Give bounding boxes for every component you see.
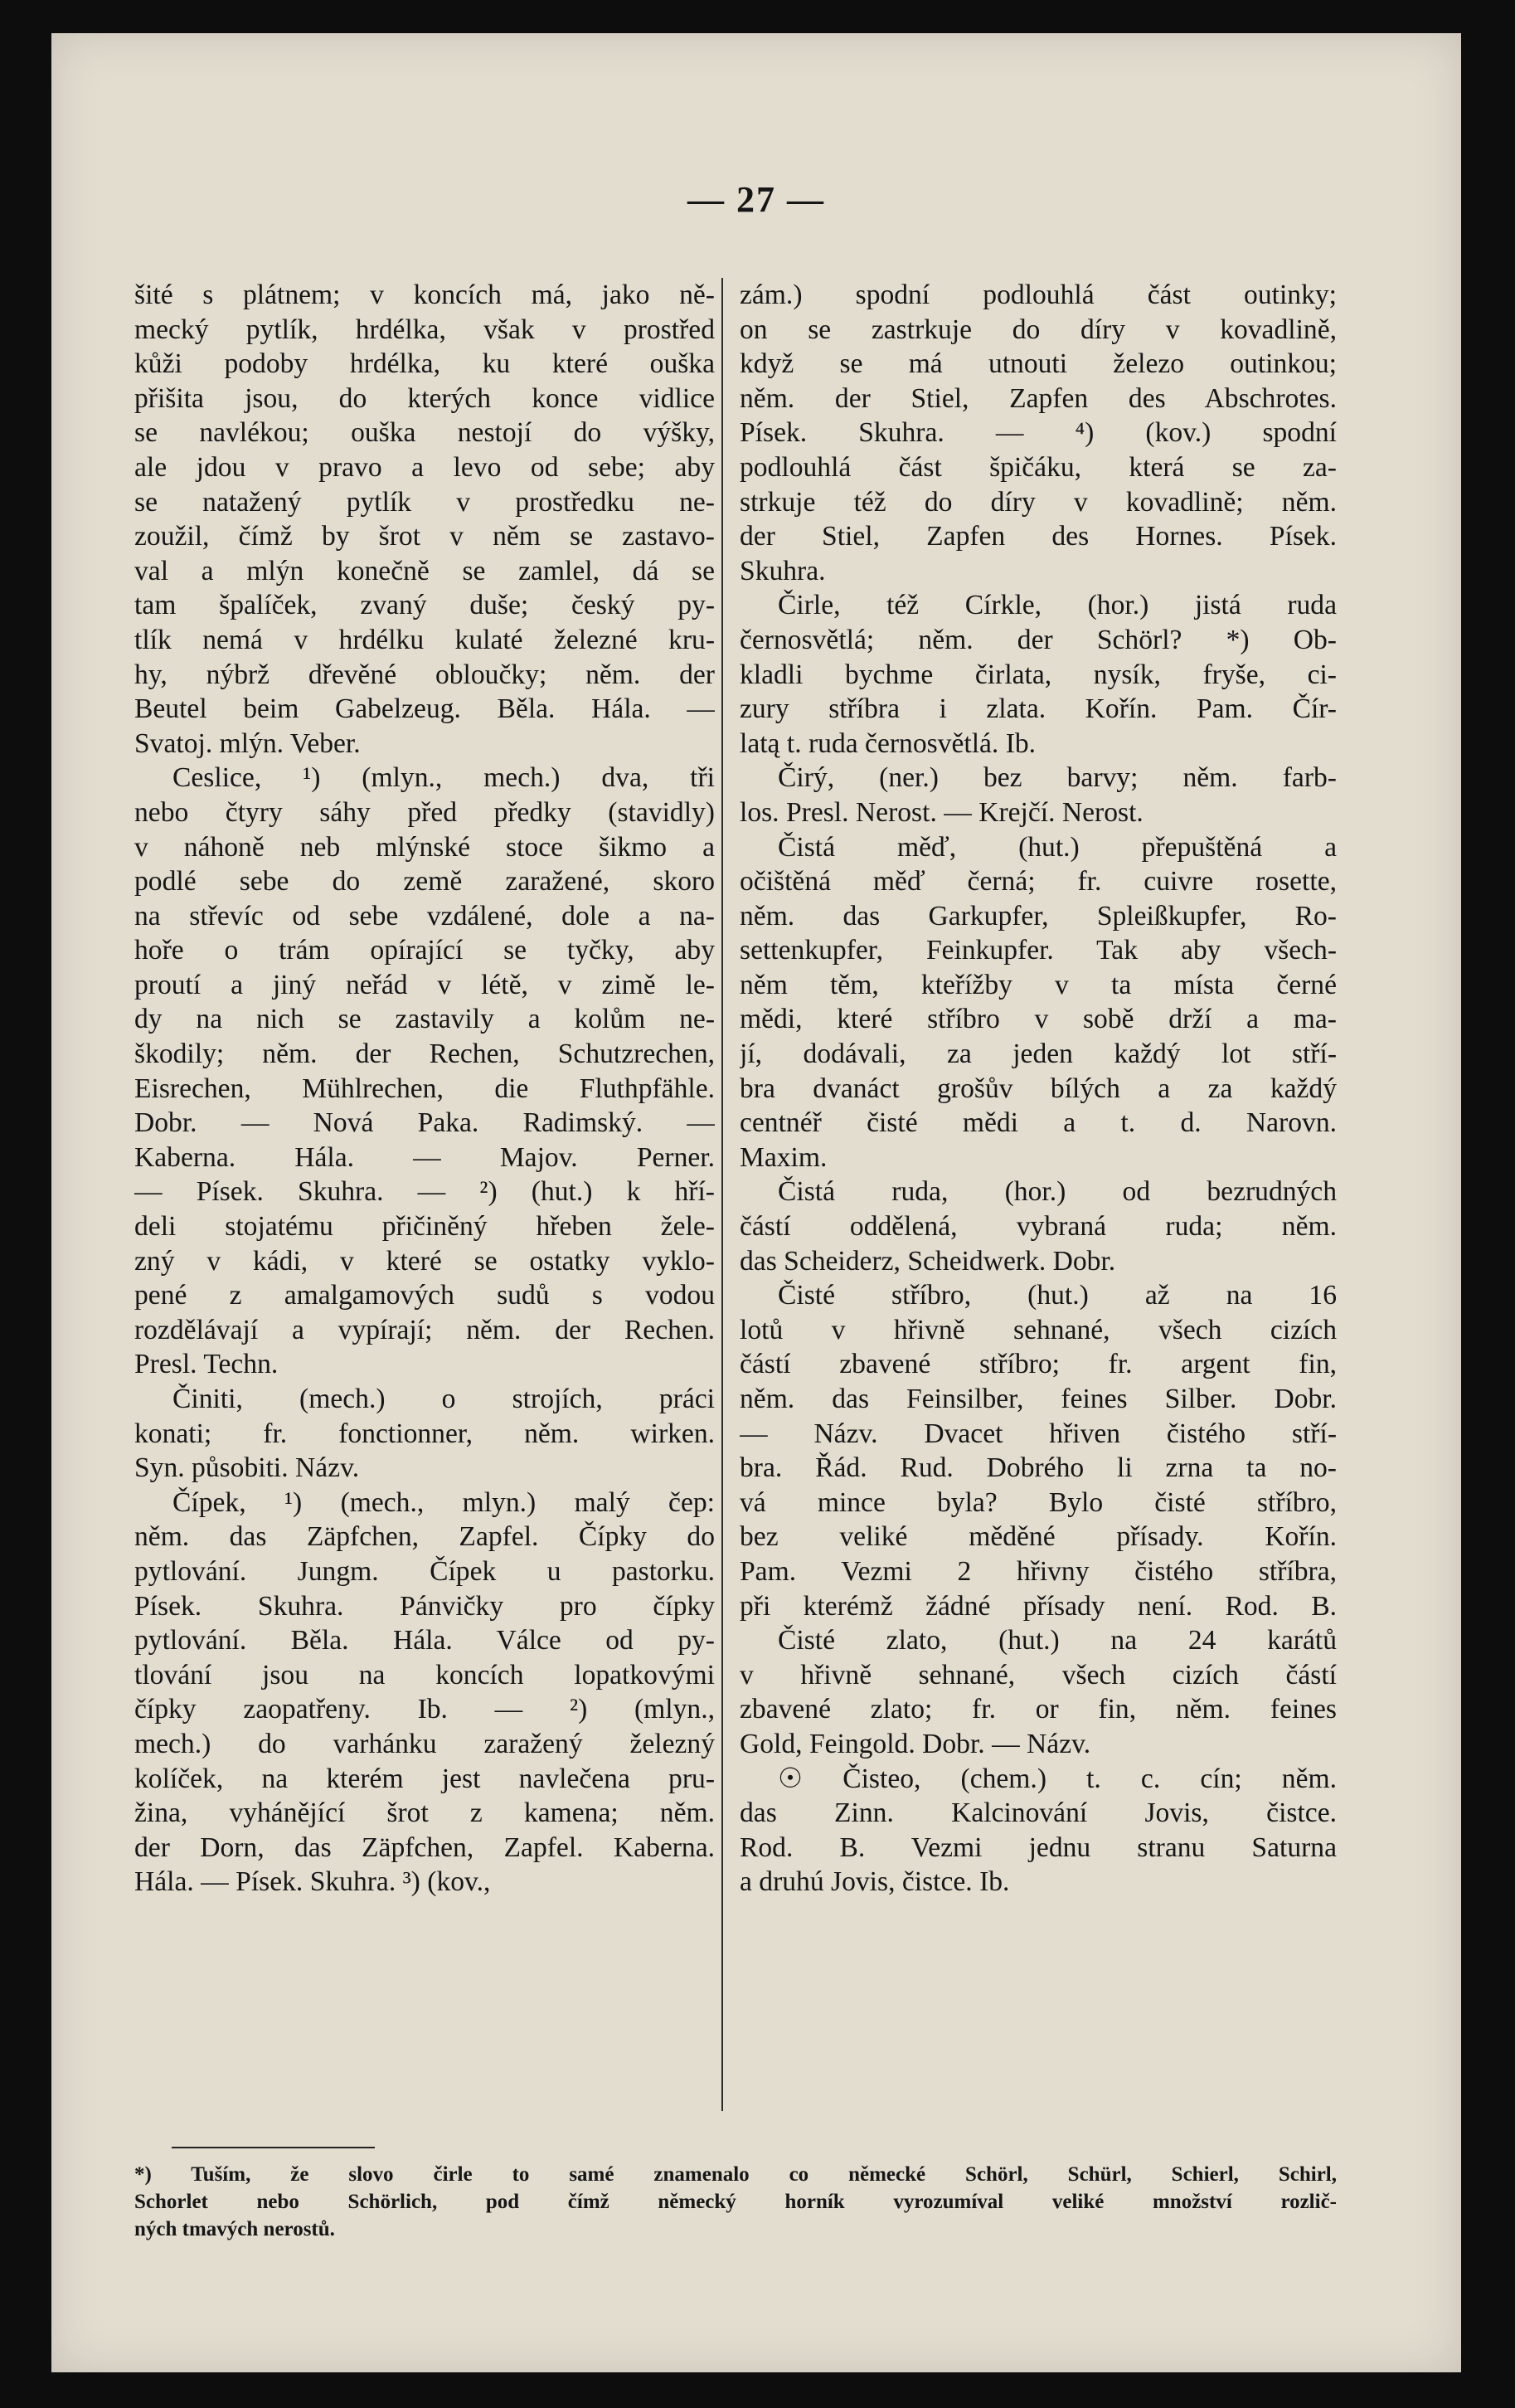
text-line: Pam. Vezmi 2 hřivny čistého stříbra, xyxy=(740,1555,1337,1587)
text-line: se natažený pytlík v prostředku ne- xyxy=(134,486,715,518)
right-column xyxy=(740,278,1337,1900)
text-line: zný v kádi, v které se ostatky vyklo- xyxy=(134,1245,715,1277)
text-line: Ceslice, ¹) (mlyn., mech.) dva, tři xyxy=(172,762,715,794)
text-line: Čistá měď, (hut.) přepuštěná a xyxy=(778,831,1337,863)
text-line: kůži podoby hrdélka, ku které ouška xyxy=(134,348,715,380)
text-line: Čisté zlato, (hut.) na 24 karátů xyxy=(778,1625,1337,1656)
text-line: Čistá ruda, (hor.) od bezrudných xyxy=(778,1176,1337,1208)
text-line: das Scheiderz, Scheidwerk. Dobr. xyxy=(740,1245,1116,1277)
text-line: lotů v hřivně sehnané, všech cizích xyxy=(740,1314,1337,1345)
text-line: nebo čtyry sáhy před předky (stavidly) xyxy=(134,796,715,828)
text-line: žina, vyhánějící šrot z kamena; něm. xyxy=(134,1797,715,1829)
text-line: ☉ Čisteo, (chem.) t. c. cín; něm. xyxy=(778,1763,1337,1794)
text-line: Dobr. — Nová Paka. Radimský. — xyxy=(134,1107,715,1139)
text-line: das Zinn. Kalcinování Jovis, čistce. xyxy=(740,1797,1337,1829)
text-line: zbavené zlato; fr. or fin, něm. feines xyxy=(740,1694,1337,1725)
text-line: když se má utnouti železo outinkou; xyxy=(740,348,1337,380)
text-line: *) Tuším, že slovo čirle to samé znamenalo co německé Schörl, Schürl, Schierl, Schirl, xyxy=(134,2163,1337,2186)
text-line: něm. der Stiel, Zapfen des Abschrotes. xyxy=(740,382,1337,414)
text-line: val a mlýn konečně se zamlel, dá se xyxy=(134,555,715,586)
text-line: něm těm, kteřížby v ta místa černé xyxy=(740,969,1337,1000)
text-line: mědi, které stříbro v sobě drží a ma- xyxy=(740,1004,1337,1035)
text-line: on se zastrkuje do díry v kovadlině, xyxy=(740,314,1337,345)
text-line: rozdělávají a vypírají; něm. der Rechen. xyxy=(134,1314,715,1345)
text-line: částí oddělená, vybraná ruda; něm. xyxy=(740,1211,1337,1243)
text-line: — Názv. Dvacet hřiven čistého stří- xyxy=(740,1418,1337,1449)
text-line: očištěná měď černá; fr. cuivre rosette, xyxy=(740,866,1337,898)
column-divider xyxy=(721,278,723,2111)
text-line: něm. das Garkupfer, Spleißkupfer, Ro- xyxy=(740,900,1337,932)
text-line: Maxim. xyxy=(740,1141,828,1173)
text-line: něm. das Zäpfchen, Zapfel. Čípky do xyxy=(134,1521,715,1553)
text-line: strkuje též do díry v kovadlině; něm. xyxy=(740,486,1337,518)
text-line: Písek. Skuhra. — ⁴) (kov.) spodní xyxy=(740,417,1337,449)
text-line: něm. das Feinsilber, feines Silber. Dobr. xyxy=(740,1384,1337,1414)
text-line: Eisrechen, Mühlrechen, die Fluthpfähle. xyxy=(134,1073,715,1104)
text-line: při kterémž žádné přísady není. Rod. B. xyxy=(740,1590,1337,1622)
text-line: Čirý, (ner.) bez barvy; něm. farb- xyxy=(778,762,1337,794)
text-line: Syn. působiti. Názv. xyxy=(134,1452,360,1484)
text-line: tlování jsou na koncích lopatkovými xyxy=(134,1659,715,1690)
text-line: Presl. Techn. xyxy=(134,1349,279,1380)
text-line: deli stojatému přičiněný hřeben žele- xyxy=(134,1211,715,1243)
text-line: pytlování. Jungm. Čípek u pastorku. xyxy=(134,1555,715,1587)
text-line: hoře o trám opírající se tyčky, aby xyxy=(134,935,715,966)
text-line: zoužil, čímž by šrot v něm se zastavo- xyxy=(134,521,715,552)
text-line: hy, nýbrž dřevěné oblоučky; něm. der xyxy=(134,659,715,690)
text-line: Čirle, též Církle, (hor.) jistá ruda xyxy=(778,590,1337,621)
text-line: zám.) spodní podlouhlá část outinky; xyxy=(740,280,1337,310)
text-line: pytlování. Běla. Hála. Válce od py- xyxy=(134,1625,715,1656)
text-line: bez veliké měděné přísady. Kořín. xyxy=(740,1521,1337,1553)
text-line: částí zbavené stříbro; fr. argent fin, xyxy=(740,1349,1337,1380)
text-line: škodily; něm. der Rechen, Schutzrechen, xyxy=(134,1039,715,1070)
text-line: se navlékou; ouška nestojí do výšky, xyxy=(134,417,715,449)
text-line: v náhoně neb mlýnské stoce šikmo a xyxy=(134,831,715,863)
text-line: latą t. ruda černosvětlá. Ib. xyxy=(740,727,1037,759)
footnote-rule xyxy=(172,2147,375,2148)
text-line: Čípek, ¹) (mech., mlyn.) malý čep: xyxy=(172,1486,715,1518)
text-line: podlé sebe do země zaražené, skoro xyxy=(134,866,715,898)
left-column xyxy=(134,278,715,1900)
text-line: a druhú Jovis, čistce. Ib. xyxy=(740,1866,1010,1898)
text-line: mecký pytlík, hrdélka, však v prostřed xyxy=(134,314,715,345)
text-line: Skuhra. xyxy=(740,555,826,586)
text-line: konati; fr. fonctionner, něm. wirken. xyxy=(134,1418,715,1449)
text-line: settenkupfer, Feinkupfer. Tak aby všech- xyxy=(740,935,1337,966)
text-line: bra. Řád. Rud. Dobrého li zrna ta no- xyxy=(740,1452,1337,1484)
text-line: Hála. — Písek. Skuhra. ³) (kov., xyxy=(134,1866,491,1898)
text-line: tlík nemá v hrdélku kulaté železné kru- xyxy=(134,624,715,655)
text-line: proutí a jiný neřád v létě, v zimě le- xyxy=(134,969,715,1000)
text-line: kladli bychme čirlata, nysík, fryše, ci- xyxy=(740,659,1337,690)
text-line: — Písek. Skuhra. — ²) (hut.) k hří- xyxy=(134,1176,715,1208)
text-line: bra dvanáct grošův bílých a za každý xyxy=(740,1073,1337,1104)
text-line: vá mince byla? Bylo čisté stříbro, xyxy=(740,1486,1337,1518)
text-line: ných tmavých nerostů. xyxy=(134,2218,335,2240)
text-line: Písek. Skuhra. Pánvičky pro čípky xyxy=(134,1590,715,1622)
text-line: ale jdou v pravo a levo od sebe; aby xyxy=(134,451,715,483)
text-line: der Dorn, das Zäpfchen, Zapfel. Kaberna. xyxy=(134,1832,715,1863)
text-line: Kaberna. Hála. — Majov. Perner. xyxy=(134,1141,715,1173)
text-line: Beutel beim Gabelzeug. Běla. Hála. — xyxy=(134,693,715,725)
text-line: Schorlet nebo Schörlich, pod čímž německý horník vyrozumíval veliké množství rozlič- xyxy=(134,2191,1337,2213)
text-line: jí, dodávali, za jeden každý lot stří- xyxy=(740,1039,1337,1070)
text-line: tam špalíček, zvaný duše; český py- xyxy=(134,590,715,621)
text-line: kolíček, na kterém jest navlečena pru- xyxy=(134,1763,715,1794)
text-line: dy na nich se zastavily a kolům ne- xyxy=(134,1004,715,1035)
text-line: Činiti, (mech.) o strojích, práci xyxy=(172,1384,715,1414)
text-line: šité s plátnem; v koncích má, jako ně- xyxy=(134,280,715,310)
text-line: zury stříbra i zlata. Kořín. Pam. Čír- xyxy=(740,693,1337,725)
page-number: — 27 — xyxy=(687,179,825,220)
text-line: los. Presl. Nerost. — Krejčí. Nerost. xyxy=(740,796,1144,828)
book-page xyxy=(51,33,1461,2372)
text-line: na střevíc od sebe vzdálené, dole a na- xyxy=(134,900,715,932)
text-line: Gold, Feingold. Dobr. — Názv. xyxy=(740,1728,1091,1759)
text-line: v hřivně sehnané, všech cizích částí xyxy=(740,1659,1337,1690)
footnote xyxy=(134,2161,1337,2243)
text-line: mech.) do varhánku zaražený železný xyxy=(134,1728,715,1759)
text-line: podlouhlá část špičáku, která se za- xyxy=(740,451,1337,483)
text-line: čípky zaopatřeny. Ib. — ²) (mlyn., xyxy=(134,1694,715,1725)
text-line: černosvětlá; něm. der Schörl? *) Ob- xyxy=(740,624,1337,655)
text-line: der Stiel, Zapfen des Hornes. Písek. xyxy=(740,521,1337,552)
text-line: přišita jsou, do kterých konce vidlice xyxy=(134,382,715,414)
text-line: centnéř čisté mědi a t. d. Narovn. xyxy=(740,1107,1337,1139)
text-line: Rod. B. Vezmi jednu stranu Saturna xyxy=(740,1832,1337,1863)
text-line: Čisté stříbro, (hut.) až na 16 xyxy=(778,1280,1337,1311)
text-line: pené z amalgamových sudů s vodou xyxy=(134,1280,715,1311)
text-line: Svatoj. mlýn. Veber. xyxy=(134,727,361,759)
